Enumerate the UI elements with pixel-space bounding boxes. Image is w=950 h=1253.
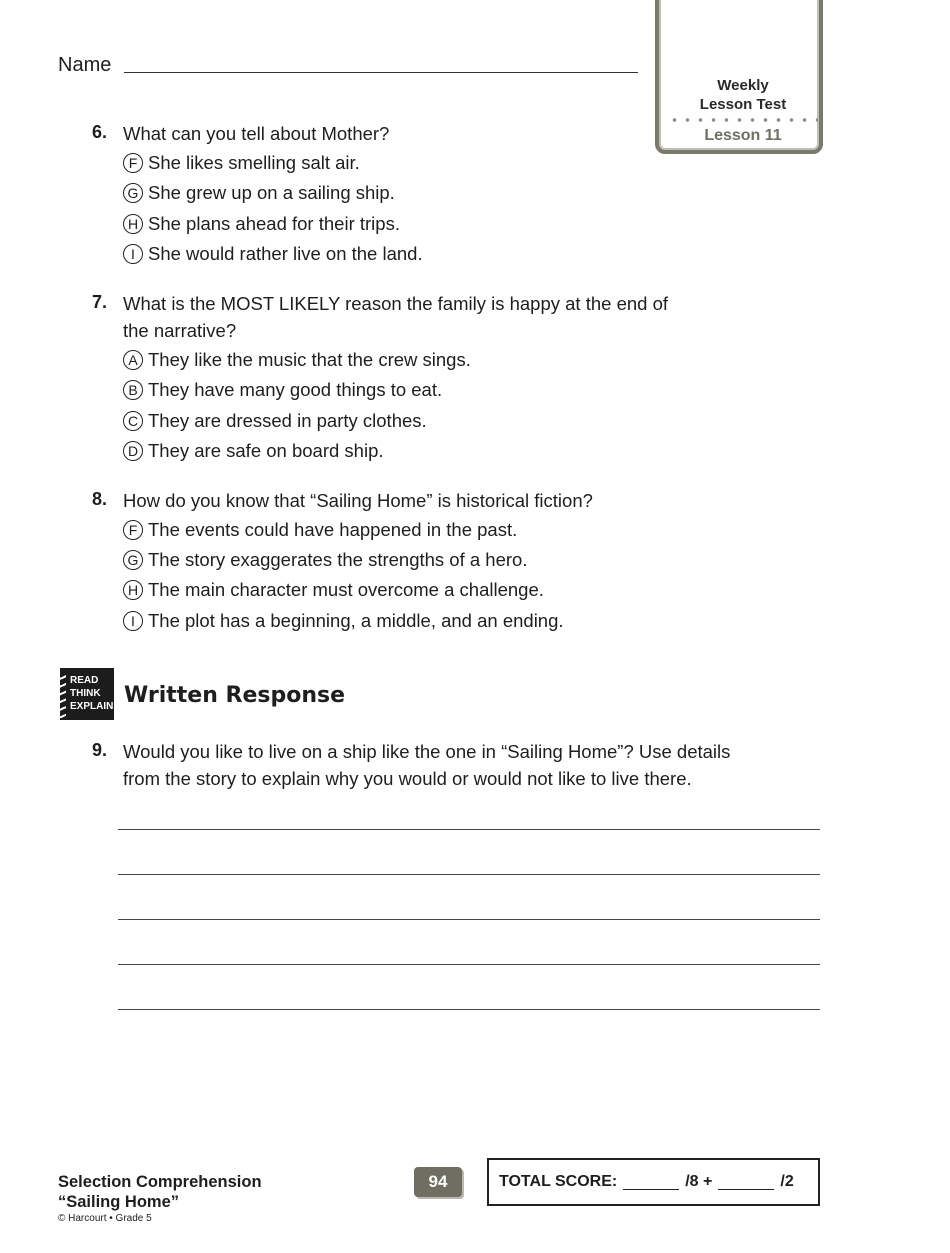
question-6-number: 6. xyxy=(92,122,108,142)
answer-line[interactable] xyxy=(118,919,820,920)
name-input-line[interactable] xyxy=(124,72,638,73)
option-text: They are dressed in party clothes. xyxy=(148,410,427,431)
question-9-line1: Would you like to live on a ship like the one in “Sailing Home”? Use details xyxy=(123,741,731,762)
footer-title-line2: “Sailing Home” xyxy=(58,1193,180,1211)
q7-option-d[interactable] xyxy=(123,440,384,462)
q6-option-h[interactable] xyxy=(123,213,400,235)
answer-line[interactable] xyxy=(118,829,820,830)
answer-line[interactable] xyxy=(118,874,820,875)
option-text: She would rather live on the land. xyxy=(148,243,423,264)
score-part-1: /8 + xyxy=(685,1173,713,1190)
option-text: The story exaggerates the strengths of a hero. xyxy=(148,549,528,570)
answer-bubble[interactable]: B xyxy=(123,380,143,400)
name-label: Name xyxy=(58,54,112,76)
lesson-number: Lesson 11 xyxy=(704,127,782,144)
question-9-text xyxy=(123,738,730,792)
question-8-text: How do you know that “Sailing Home” is historical fiction? xyxy=(123,490,593,511)
answer-bubble[interactable]: D xyxy=(123,441,143,461)
answer-line[interactable] xyxy=(118,964,820,965)
q7-option-c[interactable] xyxy=(123,410,427,432)
spiral-binding xyxy=(56,672,66,718)
question-6-text: What can you tell about Mother? xyxy=(123,123,390,144)
option-text: She likes smelling salt air. xyxy=(148,152,360,173)
question-7-line1: What is the MOST LIKELY reason the family is happy at the end of xyxy=(123,293,669,314)
q8-option-i[interactable] xyxy=(123,610,564,632)
answer-bubble[interactable]: F xyxy=(123,520,143,540)
answer-bubble[interactable]: I xyxy=(123,611,143,631)
q7-option-b[interactable] xyxy=(123,379,442,401)
q6-option-i[interactable] xyxy=(123,243,423,265)
read-think-explain-icon xyxy=(60,668,114,720)
option-text: They have many good things to eat. xyxy=(148,379,443,400)
question-9-number: 9. xyxy=(92,740,108,760)
option-text: They like the music that the crew sings. xyxy=(148,349,471,370)
question-9-line2: from the story to explain why you would or would not like to live there. xyxy=(123,768,692,789)
page-number: 94 xyxy=(414,1167,462,1197)
footer-title xyxy=(58,1172,262,1212)
badge-think: THINK xyxy=(70,688,101,699)
answer-line[interactable] xyxy=(118,1009,820,1010)
answer-bubble[interactable]: H xyxy=(123,580,143,600)
option-text: The events could have happened in the past. xyxy=(148,519,518,540)
q6-option-f[interactable] xyxy=(123,152,360,174)
lesson-tab-title xyxy=(655,76,831,114)
question-7-number: 7. xyxy=(92,292,108,312)
total-score-box xyxy=(487,1158,820,1206)
answer-bubble[interactable]: H xyxy=(123,214,143,234)
badge-text xyxy=(70,674,113,713)
question-7-text xyxy=(123,290,668,344)
q7-option-a[interactable] xyxy=(123,349,471,371)
score-blank-2[interactable] xyxy=(718,1175,774,1190)
dotted-divider xyxy=(668,118,818,122)
option-text: The main character must overcome a challenge. xyxy=(148,579,544,600)
copyright: © Harcourt • Grade 5 xyxy=(58,1213,152,1224)
option-text: She grew up on a sailing ship. xyxy=(148,182,395,203)
section-heading: Written Response xyxy=(124,683,346,708)
score-part-2: /2 xyxy=(780,1173,794,1190)
score-blank-1[interactable] xyxy=(623,1175,679,1190)
score-label: TOTAL SCORE: xyxy=(499,1173,618,1190)
option-text: They are safe on board ship. xyxy=(148,440,384,461)
answer-bubble[interactable]: G xyxy=(123,183,143,203)
q6-option-g[interactable] xyxy=(123,182,395,204)
option-text: The plot has a beginning, a middle, and an ending. xyxy=(148,610,564,631)
q8-option-h[interactable] xyxy=(123,579,544,601)
answer-bubble[interactable]: G xyxy=(123,550,143,570)
answer-bubble[interactable]: C xyxy=(123,411,143,431)
badge-read: READ xyxy=(70,675,99,686)
badge-explain: EXPLAIN xyxy=(70,701,114,712)
tab-weekly-text: Weekly xyxy=(717,77,769,94)
question-8-number: 8. xyxy=(92,489,108,509)
tab-test-text: Lesson Test xyxy=(699,96,787,113)
footer-title-line1: Selection Comprehension xyxy=(58,1173,262,1191)
answer-bubble[interactable]: F xyxy=(123,153,143,173)
q8-option-g[interactable] xyxy=(123,549,527,571)
q8-option-f[interactable] xyxy=(123,519,517,541)
option-text: She plans ahead for their trips. xyxy=(148,213,400,234)
question-7-line2: the narrative? xyxy=(123,320,237,341)
answer-bubble[interactable]: A xyxy=(123,350,143,370)
answer-bubble[interactable]: I xyxy=(123,244,143,264)
